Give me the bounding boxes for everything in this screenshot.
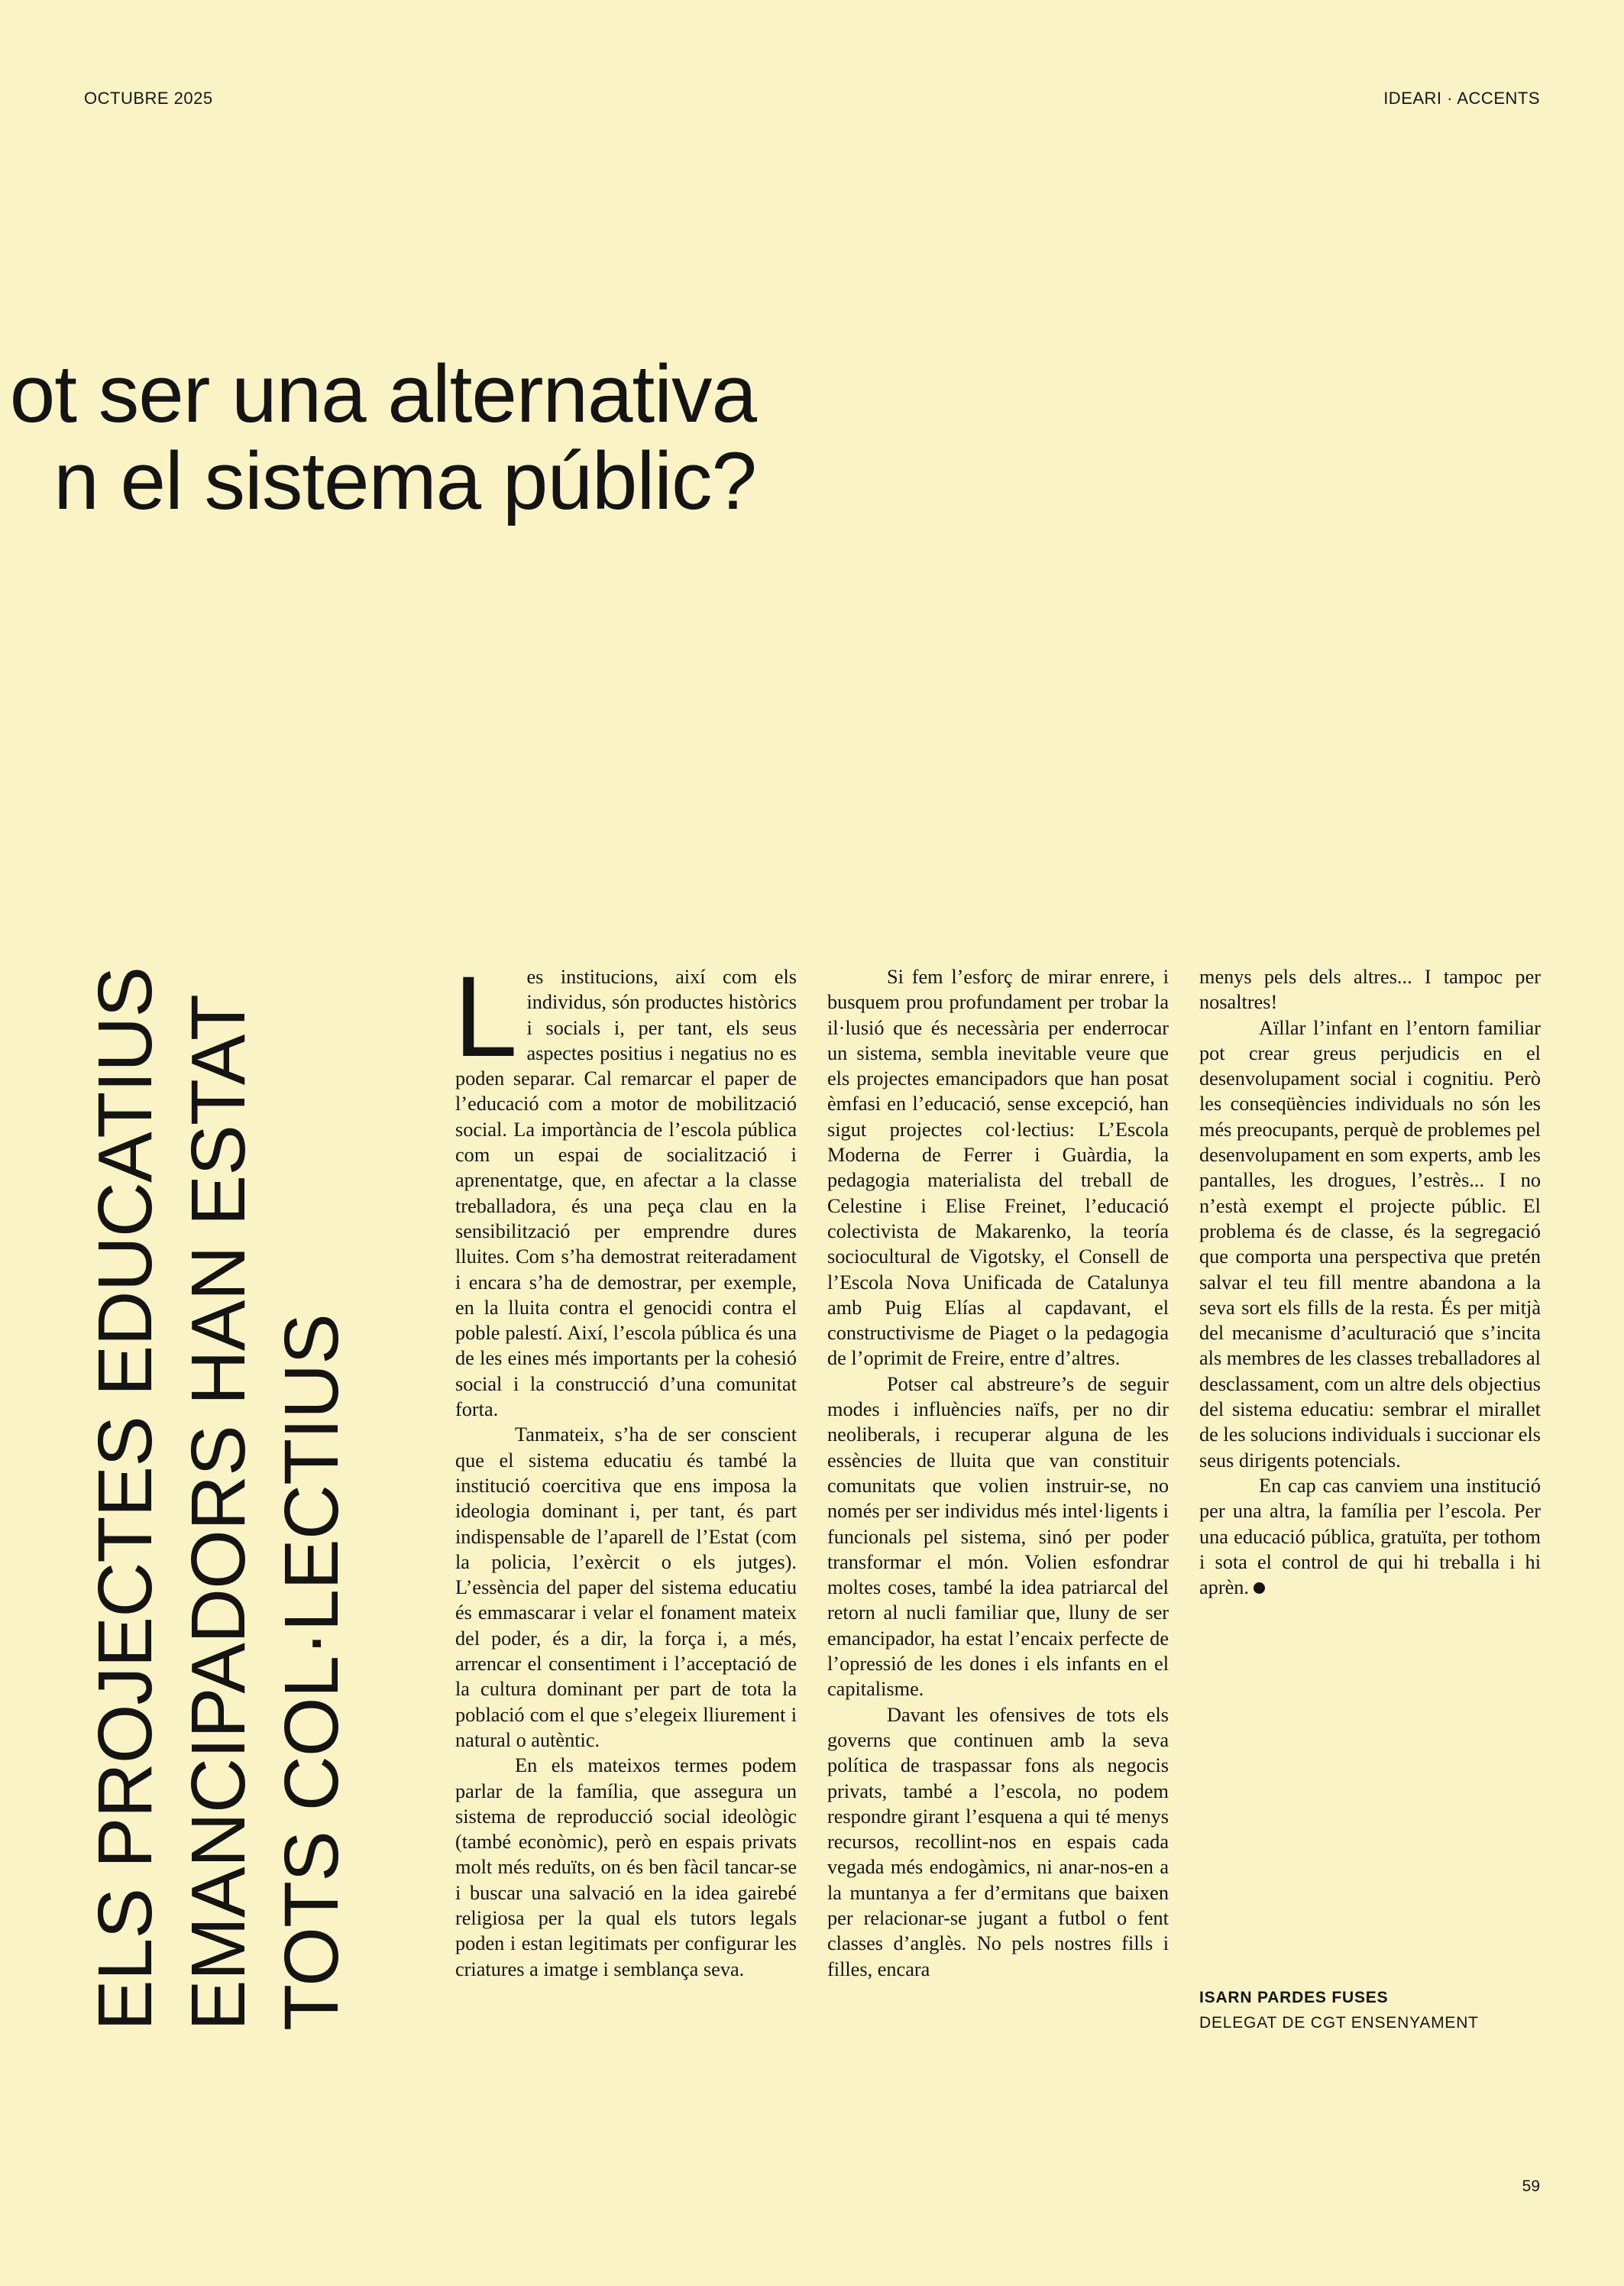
author-byline	[1199, 1985, 1479, 2035]
page-title-line-2: n el sistema públic?	[53, 435, 756, 526]
vertical-heading-line-1: ELS PROJECTES EDUCATIUS	[82, 967, 168, 2031]
paragraph-text: es institucions, així com els individus, són productes històrics i socials i, per tant, els seus aspectes positius i negatius no es poden separar. Cal remarcar el paper de l’educació com a motor de mobilització social. La importància de l’escola pública com un espai de socialització i aprenentatge, que, en afectar a la classe treballadora, és una peça clau en la sensibilització per emprendre dures lluites. Com s’ha demostrat reiteradament i encara s’ha de demostrar, per exemple, en la lluita contra el genocidi contra el poble palestí. Així, l’escola pública és una de les eines més importants per la cohesió social i la construcció d’una comunitat forta.	[455, 966, 797, 1421]
article-column-2	[827, 964, 1169, 1982]
paragraph: Aïllar l’infant en l’entorn familiar pot crear greus perjudicis en el desenvolupament social i cognitiu. Però les conseqüències individuals no són les més preocupants, perquè de problemes pel desenvolupament en som experts, amb les pantalles, les drogues, l’estrès... I no n’està exempt el projecte públic. El problema és de classe, és la segregació que comporta una perspectiva que pretén salvar el teu fill mentre abandona a la seva sort els fills de la resta. És per mitjà del mecanisme d’aculturació que s’incita als membres de les classes treballadores al desclassament, com un altre dels objectius del sistema educatiu: sembrar el mirallet de les solucions individuals i succionar els seus dirigents potencials.	[1199, 1016, 1541, 1472]
paragraph: menys pels dels altres... I tampoc per nosaltres!	[1199, 966, 1541, 1014]
article-column-1	[454, 952, 797, 1982]
vertical-heading-line-3: TOTS COL·LECTIUS	[269, 1314, 354, 2031]
drop-cap: L	[454, 952, 518, 1080]
paragraph: Tanmateix, s’ha de ser conscient que el sistema educatiu és també la institució coercitiva que ens imposa la ideologia dominant i, per tant, és part indispensable de l’aparell de l’Estat (com la policia, l’exèrcit o els jutges). L’essència del paper del sistema educatiu és emmascarar i velar el fonament mateix del poder, és a dir, la força i, a més, arrencar el consentiment i l’acceptació de la cultura dominant per part de tota la població com el que s’elegeix lliurement i natural o autèntic.	[455, 1423, 797, 1751]
author-role: DELEGAT DE CGT ENSENYAMENT	[1199, 2014, 1479, 2032]
paragraph	[454, 952, 797, 1422]
paragraph: Potser cal abstreure’s de seguir modes i influències naïfs, per no dir neoliberals, i recuperar alguna de les essències de lluita que van constituir comunitats que volien instruir-se, no només per ser individus més intel·ligents i funcionals pel sistema, sinó per poder transformar el món. Volien esfondrar moltes coses, també la idea patriarcal del retorn al nucli familiar que, lluny de ser emancipador, ha estat l’encaix perfecte de l’opressió de les dones i els infants en el capitalisme.	[827, 1372, 1169, 1701]
vertical-heading	[79, 967, 358, 2031]
page-number: 59	[1522, 2178, 1540, 2195]
author-name: ISARN PARDES FUSES	[1199, 1989, 1389, 2006]
paragraph: Davant les ofensives de tots els governs que continuen amb la seva política de traspassar fons als negocis privats, també a l’escola, no podem respondre girant l’esquena a qui té menys recursos, recollint-nos en espais cada vegada més endogàmics, ni anar-nos-en a la muntanya a fer d’ermitans que baixen per relacionar-se jugant a futbol o fent classes d’anglès. No pels nostres fills i filles, encara	[827, 1703, 1169, 1980]
page-title-line-1: ot ser una alternativa	[9, 350, 756, 439]
page-title	[0, 350, 794, 549]
paragraph	[1199, 1473, 1541, 1600]
article-column-3	[1199, 964, 1541, 1600]
issue-date: OCTUBRE 2025	[84, 89, 213, 108]
section-label: IDEARI · ACCENTS	[1383, 89, 1540, 108]
paragraph: Si fem l’esforç de mirar enrere, i busquem prou profundament per trobar la il·lusió que és necessària per enderrocar un sistema, sembla inevitable veure que els projectes emancipadors que han posat èmfasi en l’educació, sense excepció, han sigut projectes col·lectius: L’Escola Moderna de Ferrer i Guàrdia, la pedagogia materialista del treball de Celestine i Elise Freinet, l’educació colectivista de Makarenko, la teoría sociocultural de Vigotsky, el Consell de l’Escola Nova Unificada de Catalunya amb Puig Elías al capdavant, el constructivisme de Piaget o la pedagogia de l’oprimit de Freire, entre d’altres.	[827, 966, 1169, 1370]
end-of-article-icon	[1254, 1582, 1265, 1594]
vertical-heading-line-2: EMANCIPADORS HAN ESTAT	[176, 995, 261, 2031]
paragraph: En els mateixos termes podem parlar de la família, que assegura un sistema de reproducció social ideològic (també econòmic), però en espais privats molt més reduïts, on és ben fàcil tancar-se i buscar una salvació en la idea gairebé religiosa per la qual els tutors legals poden i estan legitimats per configurar les criatures a imatge i semblança seva.	[455, 1754, 797, 1980]
paragraph-text: En cap cas canviem una institució per una altra, la família per l’escola. Per una educació pública, gratuïta, per tothom i sota el control de qui hi treballa i hi aprèn.	[1199, 1474, 1541, 1599]
